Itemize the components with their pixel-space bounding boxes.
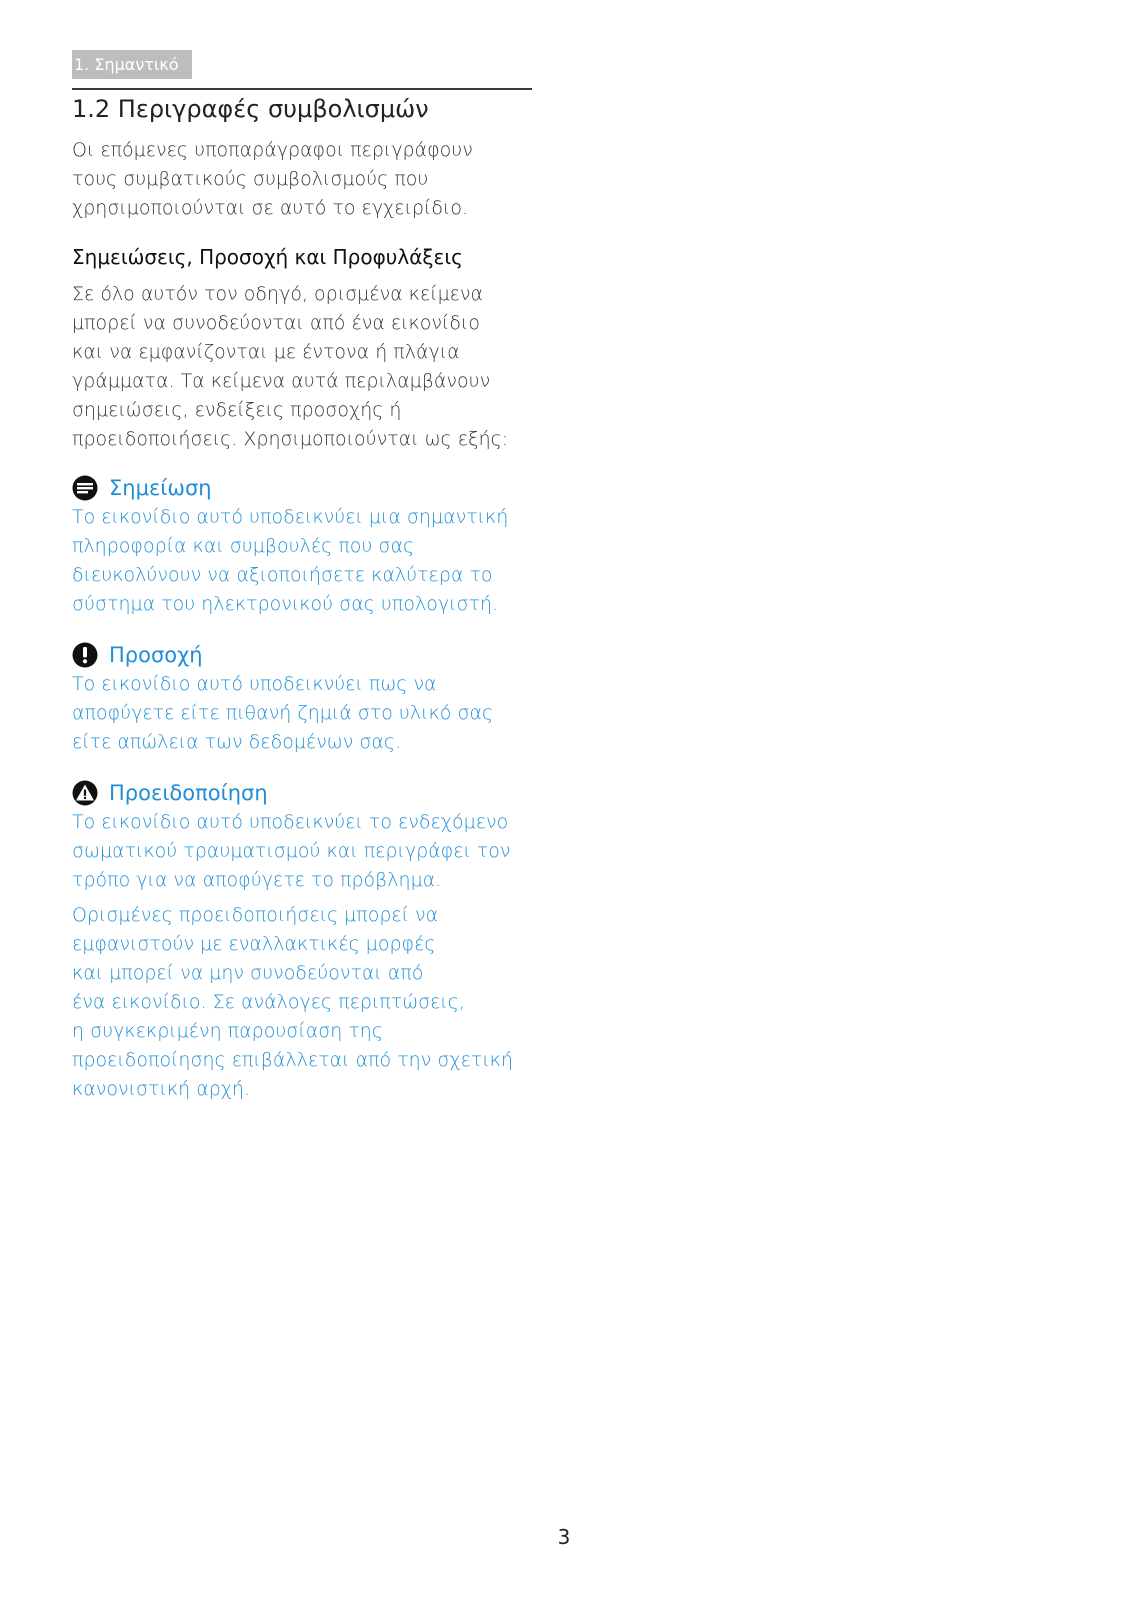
subsection-title: Σημειώσεις, Προσοχή και Προφυλάξεις	[72, 245, 463, 269]
warning-block	[72, 779, 532, 895]
warning-heading	[72, 779, 532, 807]
closing-line: ένα εικονίδιο. Σε ανάλογες περιπτώσεις,	[72, 991, 465, 1013]
intro-line: τους συμβατικούς συμβολισμούς που	[72, 168, 429, 190]
closing-line: Ορισμένες προειδοποιήσεις μπορεί να	[72, 904, 439, 926]
intro-line: χρησιμοποιούνται σε αυτό το εγχειρίδιο.	[72, 197, 468, 219]
closing-line: προειδοποίησης επιβάλλεται από την σχετική	[72, 1049, 514, 1071]
caution-line: Το εικονίδιο αυτό υποδεικνύει πως να	[72, 673, 437, 695]
warning-title: Προειδοποίηση	[109, 781, 268, 805]
caution-line: αποφύγετε είτε πιθανή ζημιά στο υλικό σας	[72, 702, 494, 724]
section-intro	[72, 136, 532, 223]
section-title: 1.2 Περιγραφές συμβολισμών	[72, 95, 429, 123]
warning-icon	[72, 780, 98, 806]
warning-body	[72, 808, 532, 895]
note-icon	[72, 475, 98, 501]
closing-line: κανονιστική αρχή.	[72, 1078, 251, 1100]
note-block	[72, 474, 532, 619]
caution-icon	[72, 642, 98, 668]
chapter-tab: 1. Σημαντικό	[72, 50, 192, 79]
caution-block	[72, 641, 532, 757]
body-line: μπορεί να συνοδεύονται από ένα εικονίδιο	[72, 312, 480, 334]
closing-line: εμφανιστούν με εναλλακτικές μορφές	[72, 933, 436, 955]
header-rule	[72, 88, 532, 90]
body-line: γράμματα. Τα κείμενα αυτά περιλαμβάνουν	[72, 370, 491, 392]
body-line: σημειώσεις, ενδείξεις προσοχής ή	[72, 399, 402, 421]
body-line: Σε όλο αυτόν τον οδηγό, ορισμένα κείμενα	[72, 283, 484, 305]
note-line: διευκολύνουν να αξιοποιήσετε καλύτερα το	[72, 564, 493, 586]
note-line: πληροφορία και συμβουλές που σας	[72, 535, 415, 557]
note-line: σύστημα του ηλεκτρονικού σας υπολογιστή.	[72, 593, 499, 615]
caution-line: είτε απώλεια των δεδομένων σας.	[72, 731, 402, 753]
closing-paragraph	[72, 901, 532, 1104]
body-line: προειδοποιήσεις. Χρησιμοποιούνται ως εξής:	[72, 428, 509, 450]
note-body	[72, 503, 532, 619]
warning-line: σωματικού τραυματισμού και περιγράφει τον	[72, 840, 511, 862]
warning-line: τρόπο για να αποφύγετε το πρόβλημα.	[72, 869, 442, 891]
body-line: και να εμφανίζονται με έντονα ή πλάγια	[72, 341, 460, 363]
closing-line: η συγκεκριμένη παρουσίαση της	[72, 1020, 383, 1042]
note-title: Σημείωση	[109, 476, 212, 500]
note-heading	[72, 474, 532, 502]
intro-line: Οι επόμενες υποπαράγραφοι περιγράφουν	[72, 139, 473, 161]
note-line: Το εικονίδιο αυτό υποδεικνύει μια σημαντική	[72, 506, 509, 528]
page-number: 3	[557, 1525, 571, 1549]
subsection	[72, 243, 532, 454]
caution-heading	[72, 641, 532, 669]
closing-line: και μπορεί να μην συνοδεύονται από	[72, 962, 424, 984]
warning-line: Το εικονίδιο αυτό υποδεικνύει το ενδεχόμενο	[72, 811, 509, 833]
subsection-body	[72, 280, 532, 454]
caution-body	[72, 670, 532, 757]
caution-title: Προσοχή	[109, 643, 203, 667]
